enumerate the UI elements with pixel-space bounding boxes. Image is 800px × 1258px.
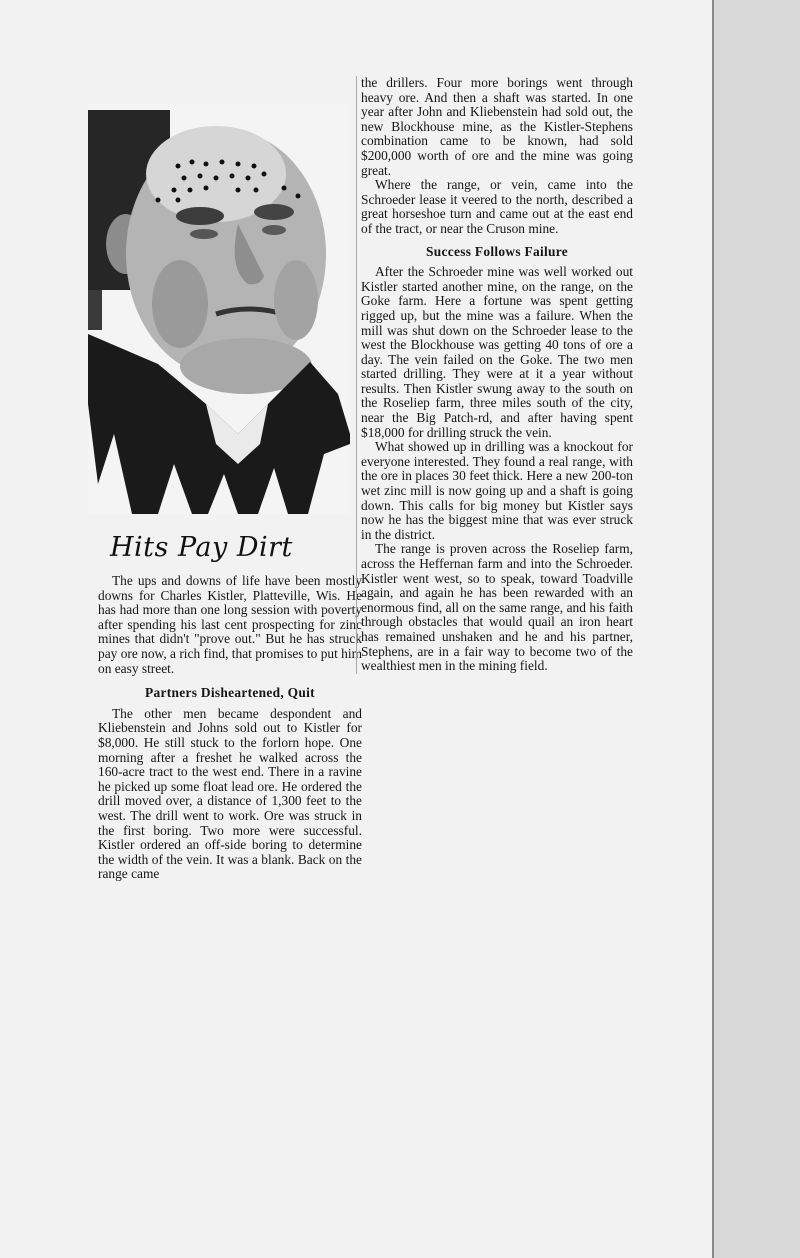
body-paragraph: The other men became despondent and Kliebenstein and Johns sold out to Kistler for $8,000. He still stuck to the forlorn hope. One morning after a freshet he walked across the 160-acre tract to the west end. There in a ravine he picked up some float lead ore. He ordered the drill moved over, a distance of 1,300 feet to the west. The drill went to work. Ore was struck in the first boring. Two more were successful. Kistler ordered an off-side boring to determine the width of the vein. It was a blank. Back on the range came — [98, 705, 362, 882]
paragraph-2: Where the range, or vein, came into the Schroeder lease it veered to the north, described a great horseshoe turn and came out at the east end of the tract, or near the Cruson mine. — [361, 177, 633, 236]
paragraph-5: The range is proven across the Roseliep farm, across the Heffernan farm and into the Schroeder. Kistler went west, so to speak, toward Toadville again, and again he has been rewarded with an enormous find, all on the same range, and his faith through obstacles that would quail an iron heart has remained unshaken and he and his partner, Stephens, are in a fair way to become two of the wealthiest men in the mining field. — [361, 541, 633, 674]
paragraph-4: What showed up in drilling was a knockout for everyone interested. They found a real range, with the ore in places 30 feet thick. Here a new 200-ton wet zinc mill is now going up and a shaft is going down. This calls for big money but Kistler says now he has the biggest mine that was ever struck in the district. — [361, 439, 633, 542]
newspaper-clipping — [80, 76, 640, 976]
page-edge — [712, 0, 800, 1258]
left-column — [98, 574, 362, 882]
paragraph-1: the drillers. Four more borings went through heavy ore. And then a shaft was started. In one year after John and Kliebenstein had sold out, the new Blockhouse mine, as the Kistler-Stephens combination came to be known, had sold $200,000 worth of ore and the mine was going great. — [361, 75, 633, 178]
intro-paragraph: The ups and downs of life have been mostly downs for Charles Kistler, Platteville, Wis. He has had more than one long session with poverty after spending his last cent prospecting for zinc mines that didn't "prove out." But he has struck pay ore now, a rich find, that promises to put him on easy street. — [98, 573, 362, 676]
subhead-success: Success Follows Failure — [425, 243, 569, 259]
right-column — [356, 76, 633, 674]
subhead-partners: Partners Disheartened, Quit — [145, 685, 315, 701]
portrait-photo — [88, 104, 350, 514]
article-headline: Hits Pay Dirt — [110, 532, 293, 563]
paragraph-3: After the Schroeder mine was well worked out Kistler started another mine, on the range, on the Goke farm. Here a fortune was spent getting rigged up, but the mine was a failure. When the mill was shut down on the Schroeder lease to the west the Blockhouse was getting 40 tons of ore a day. The vein failed on the Goke. The two men started drilling. They were at it a year without results. Then Kistler swung away to the south on the Roseliep farm, three miles south of the city, near the Big Patch-rd, and after having spent $18,000 for drilling struck the vein. — [361, 264, 633, 440]
